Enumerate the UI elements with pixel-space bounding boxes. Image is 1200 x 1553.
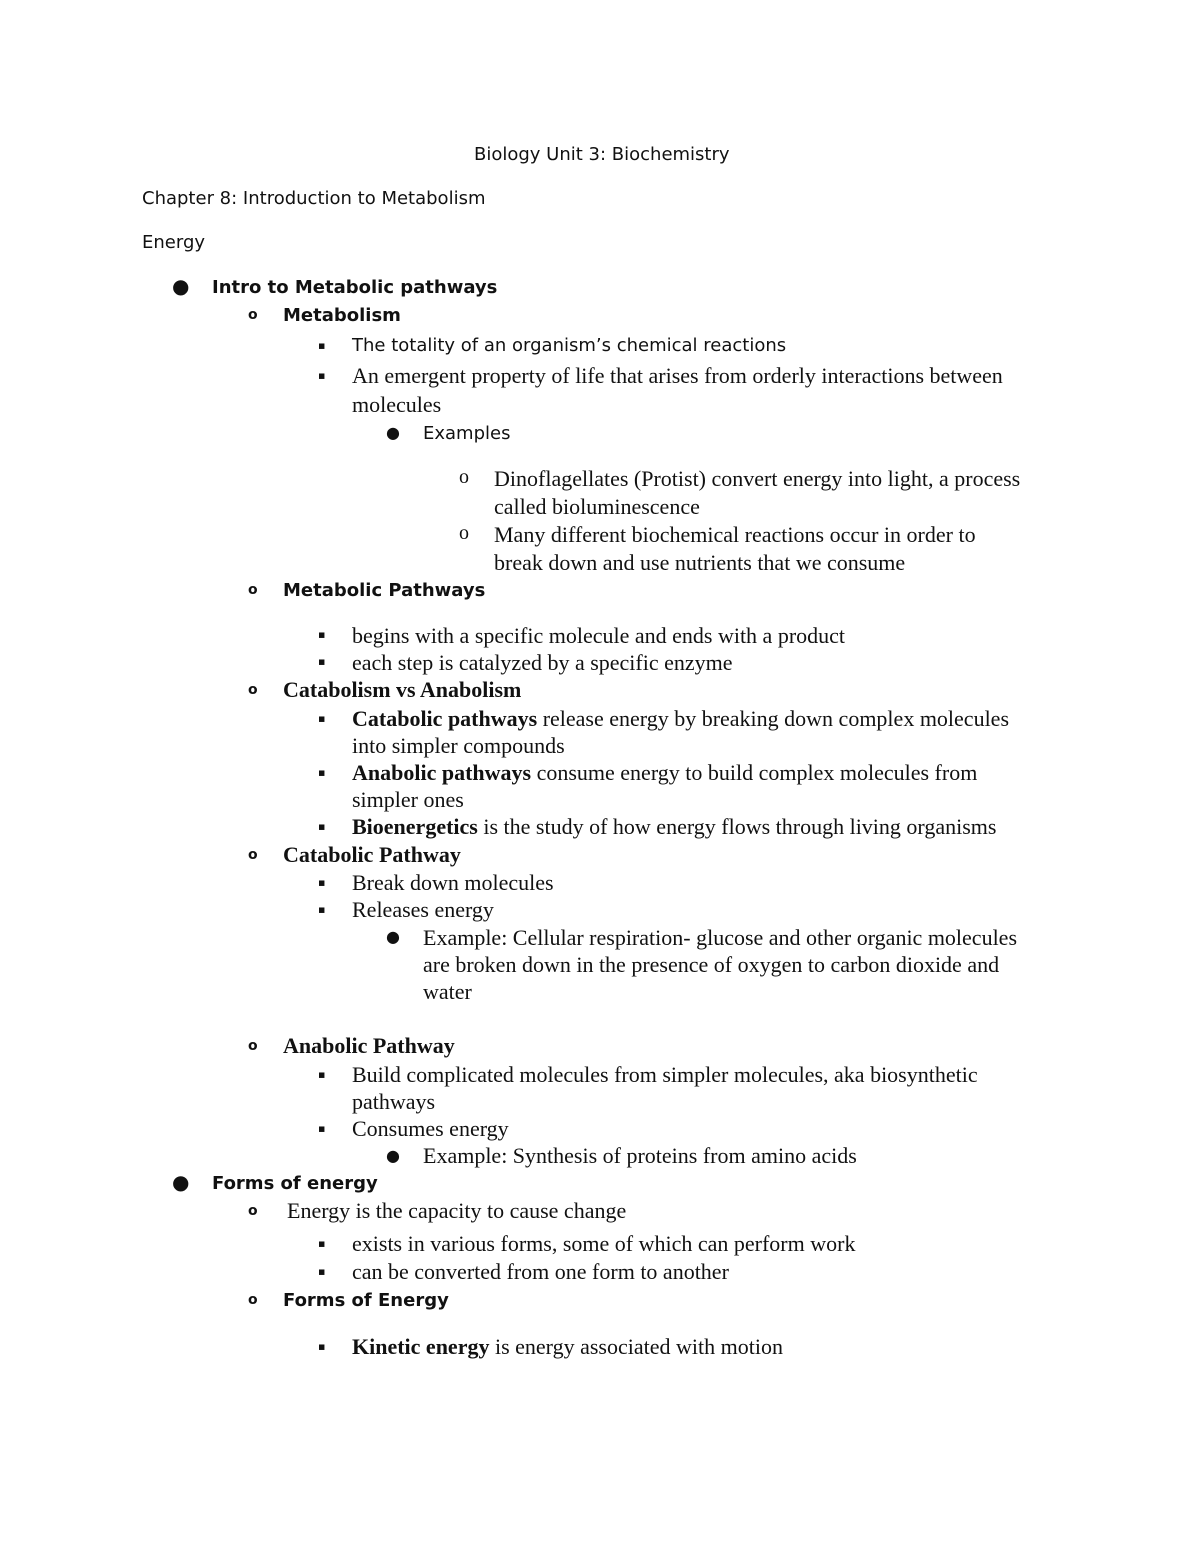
list-item-metabolic-pathways: Metabolic Pathways xyxy=(283,580,486,601)
circle-bullet: o xyxy=(248,582,258,598)
list-item-begins: begins with a specific molecule and ends with a product xyxy=(352,623,846,648)
list-item-emergent: An emergent property of life that arises from orderly interactions between xyxy=(352,363,1003,388)
square-bullet: ▪ xyxy=(318,1122,326,1135)
square-bullet: ▪ xyxy=(318,1265,326,1278)
circle-bullet: o xyxy=(248,1203,258,1219)
list-item-exists: exists in various forms, some of which can perform work xyxy=(352,1231,856,1256)
definition-anabolic-pathways: consume energy to build complex molecules from xyxy=(531,760,978,785)
list-item-many-reactions: Many different biochemical reactions occur in order to xyxy=(494,522,976,547)
list-item-dinoflagellates: Dinoflagellates (Protist) convert energy into light, a process xyxy=(494,466,1021,491)
list-item-break-down: Break down molecules xyxy=(352,870,554,895)
square-bullet: ▪ xyxy=(318,766,326,779)
list-item-catabolic-pathways-cont: into simpler compounds xyxy=(352,733,565,758)
list-item-cat-vs-ana: Catabolism vs Anabolism xyxy=(283,677,522,702)
square-bullet: ▪ xyxy=(318,903,326,916)
o-bullet: o xyxy=(459,522,469,544)
dot-bullet: ● xyxy=(386,423,400,442)
square-bullet: ▪ xyxy=(318,1237,326,1250)
list-item-cellular-respiration: Example: Cellular respiration- glucose and other organic molecules xyxy=(423,925,1018,950)
dot-bullet: ● xyxy=(386,1146,400,1165)
list-item-metabolism: Metabolism xyxy=(283,305,401,326)
disc-bullet: ● xyxy=(172,274,190,298)
list-item-build: Build complicated molecules from simpler molecules, aka biosynthetic xyxy=(352,1062,978,1087)
square-bullet: ▪ xyxy=(318,369,326,382)
list-item-bioenergetics xyxy=(352,814,996,840)
definition-bioenergetics: is the study of how energy flows through living organisms xyxy=(477,814,997,839)
list-item-totality: The totality of an organism’s chemical reactions xyxy=(352,335,787,356)
square-bullet: ▪ xyxy=(318,339,326,352)
circle-bullet: o xyxy=(248,847,258,863)
list-item-cellular-respiration-cont: are broken down in the presence of oxygen to carbon dioxide and xyxy=(423,952,1000,977)
list-item-synthesis: Example: Synthesis of proteins from amino acids xyxy=(423,1143,857,1168)
list-item-each-step: each step is catalyzed by a specific enzyme xyxy=(352,650,733,675)
definition-kinetic-energy: is energy associated with motion xyxy=(489,1334,783,1359)
list-item-anabolic-pathway: Anabolic Pathway xyxy=(283,1033,455,1058)
dot-bullet: ● xyxy=(386,927,400,946)
circle-bullet: o xyxy=(248,1292,258,1308)
list-item-converted: can be converted from one form to another xyxy=(352,1259,729,1284)
list-item-intro: Intro to Metabolic pathways xyxy=(212,277,498,298)
term-catabolic-pathways: Catabolic pathways xyxy=(352,706,538,731)
list-item-releases: Releases energy xyxy=(352,897,494,922)
term-kinetic-energy: Kinetic energy xyxy=(352,1334,490,1359)
list-item-kinetic-energy xyxy=(352,1334,783,1360)
list-item-anabolic-pathways-cont: simpler ones xyxy=(352,787,464,812)
term-bioenergetics: Bioenergetics xyxy=(352,814,478,839)
chapter-heading: Chapter 8: Introduction to Metabolism xyxy=(142,188,486,209)
section-heading: Energy xyxy=(142,232,206,253)
list-item-anabolic-pathways xyxy=(352,760,977,786)
disc-bullet: ● xyxy=(172,1170,190,1194)
square-bullet: ▪ xyxy=(318,876,326,889)
list-item-build-cont: pathways xyxy=(352,1089,436,1114)
definition-catabolic-pathways: release energy by breaking down complex molecules xyxy=(537,706,1010,731)
list-item-emergent-cont: molecules xyxy=(352,392,442,417)
list-item-consumes: Consumes energy xyxy=(352,1116,509,1141)
list-item-dinoflagellates-cont: called bioluminescence xyxy=(494,494,700,519)
list-item-catabolic-pathway: Catabolic Pathway xyxy=(283,842,461,867)
square-bullet: ▪ xyxy=(318,655,326,668)
list-item-examples: Examples xyxy=(423,423,511,444)
list-item-many-reactions-cont: break down and use nutrients that we consume xyxy=(494,550,906,575)
list-item-catabolic-pathways xyxy=(352,706,1009,732)
square-bullet: ▪ xyxy=(318,628,326,641)
term-anabolic-pathways: Anabolic pathways xyxy=(352,760,532,785)
square-bullet: ▪ xyxy=(318,712,326,725)
square-bullet: ▪ xyxy=(318,820,326,833)
document-title: Biology Unit 3: Biochemistry xyxy=(474,144,730,165)
circle-bullet: o xyxy=(248,1038,258,1054)
circle-bullet: o xyxy=(248,682,258,698)
list-item-forms-of-energy: Forms of energy xyxy=(212,1173,378,1194)
square-bullet: ▪ xyxy=(318,1340,326,1353)
list-item-cellular-respiration-cont2: water xyxy=(423,979,472,1004)
circle-bullet: o xyxy=(248,307,258,323)
list-item-capacity: Energy is the capacity to cause change xyxy=(287,1198,627,1223)
list-item-forms-of-energy-sub: Forms of Energy xyxy=(283,1290,449,1311)
o-bullet: o xyxy=(459,466,469,488)
square-bullet: ▪ xyxy=(318,1068,326,1081)
